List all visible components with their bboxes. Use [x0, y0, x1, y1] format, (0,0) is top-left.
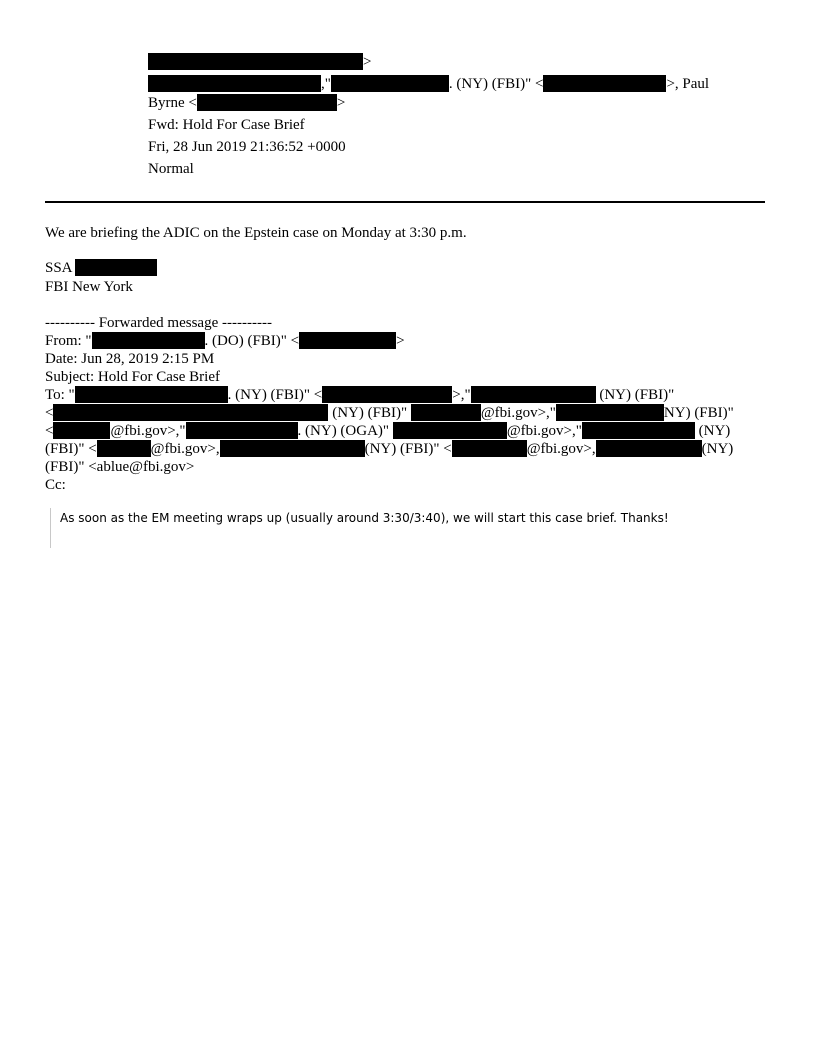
subject-value: Fwd: Hold For Case Brief: [148, 117, 305, 133]
forwarded-to-line: To: " . (NY) (FBI)" < >," (NY) (FBI)": [45, 387, 675, 403]
redaction-box: [53, 404, 328, 421]
redaction-box: [186, 422, 298, 439]
forwarded-to-line: < (NY) (FBI)" @fbi.gov>," NY) (FBI)": [45, 405, 734, 421]
redaction-box: [97, 440, 151, 457]
redaction-box: [582, 422, 695, 439]
redaction-box: [411, 404, 481, 421]
redaction-box: [393, 422, 507, 439]
forwarded-date: Date: Jun 28, 2019 2:15 PM: [45, 351, 215, 367]
redaction-box: [556, 404, 664, 421]
redaction-box: [75, 259, 157, 276]
to-value: ," . (NY) (FBI)" < >, Paul: [148, 75, 709, 93]
redaction-box: [471, 386, 596, 403]
redaction-box: [197, 94, 337, 111]
forwarded-cc: Cc:: [45, 477, 66, 493]
body-line: We are briefing the ADIC on the Epstein case on Monday at 3:30 p.m.: [45, 225, 467, 241]
forwarded-to-line: (FBI)" < @fbi.gov>, (NY) (FBI)" < @fbi.gov>, (NY): [45, 441, 734, 457]
redaction-box: [322, 386, 452, 403]
redaction-box: [148, 53, 363, 70]
redaction-box: [299, 332, 396, 349]
redaction-box: [220, 440, 365, 457]
redaction-box: [148, 75, 321, 92]
redaction-box: [331, 75, 449, 92]
redaction-box: [543, 75, 666, 92]
forwarded-to-line: (FBI)" <ablue@fbi.gov>: [45, 459, 195, 475]
quoted-text: As soon as the EM meeting wraps up (usually around 3:30/3:40), we will start this case brief. Thanks!: [60, 511, 669, 525]
forwarded-banner: ---------- Forwarded message ----------: [45, 315, 272, 331]
signature-office: FBI New York: [45, 279, 133, 295]
redaction-box: [92, 332, 205, 349]
redaction-box: [452, 440, 527, 457]
date-value: Fri, 28 Jun 2019 21:36:52 +0000: [148, 139, 346, 155]
forwarded-subject: Subject: Hold For Case Brief: [45, 369, 220, 385]
redaction-box: [53, 422, 110, 439]
redaction-box: [75, 386, 228, 403]
importance-value: Normal: [148, 161, 194, 177]
signature-title: SSA: [45, 259, 157, 277]
header-divider: [45, 201, 765, 203]
to-value-line2: Byrne < >: [148, 95, 346, 111]
forwarded-to-line: < @fbi.gov>," . (NY) (OGA)" @fbi.gov>," (NY): [45, 423, 731, 439]
forwarded-from: From: " . (DO) (FBI)" < >: [45, 333, 405, 349]
forwarded-message: [45, 314, 769, 494]
quoted-message: [50, 508, 780, 548]
redaction-box: [596, 440, 702, 457]
from-value: >: [148, 53, 371, 71]
